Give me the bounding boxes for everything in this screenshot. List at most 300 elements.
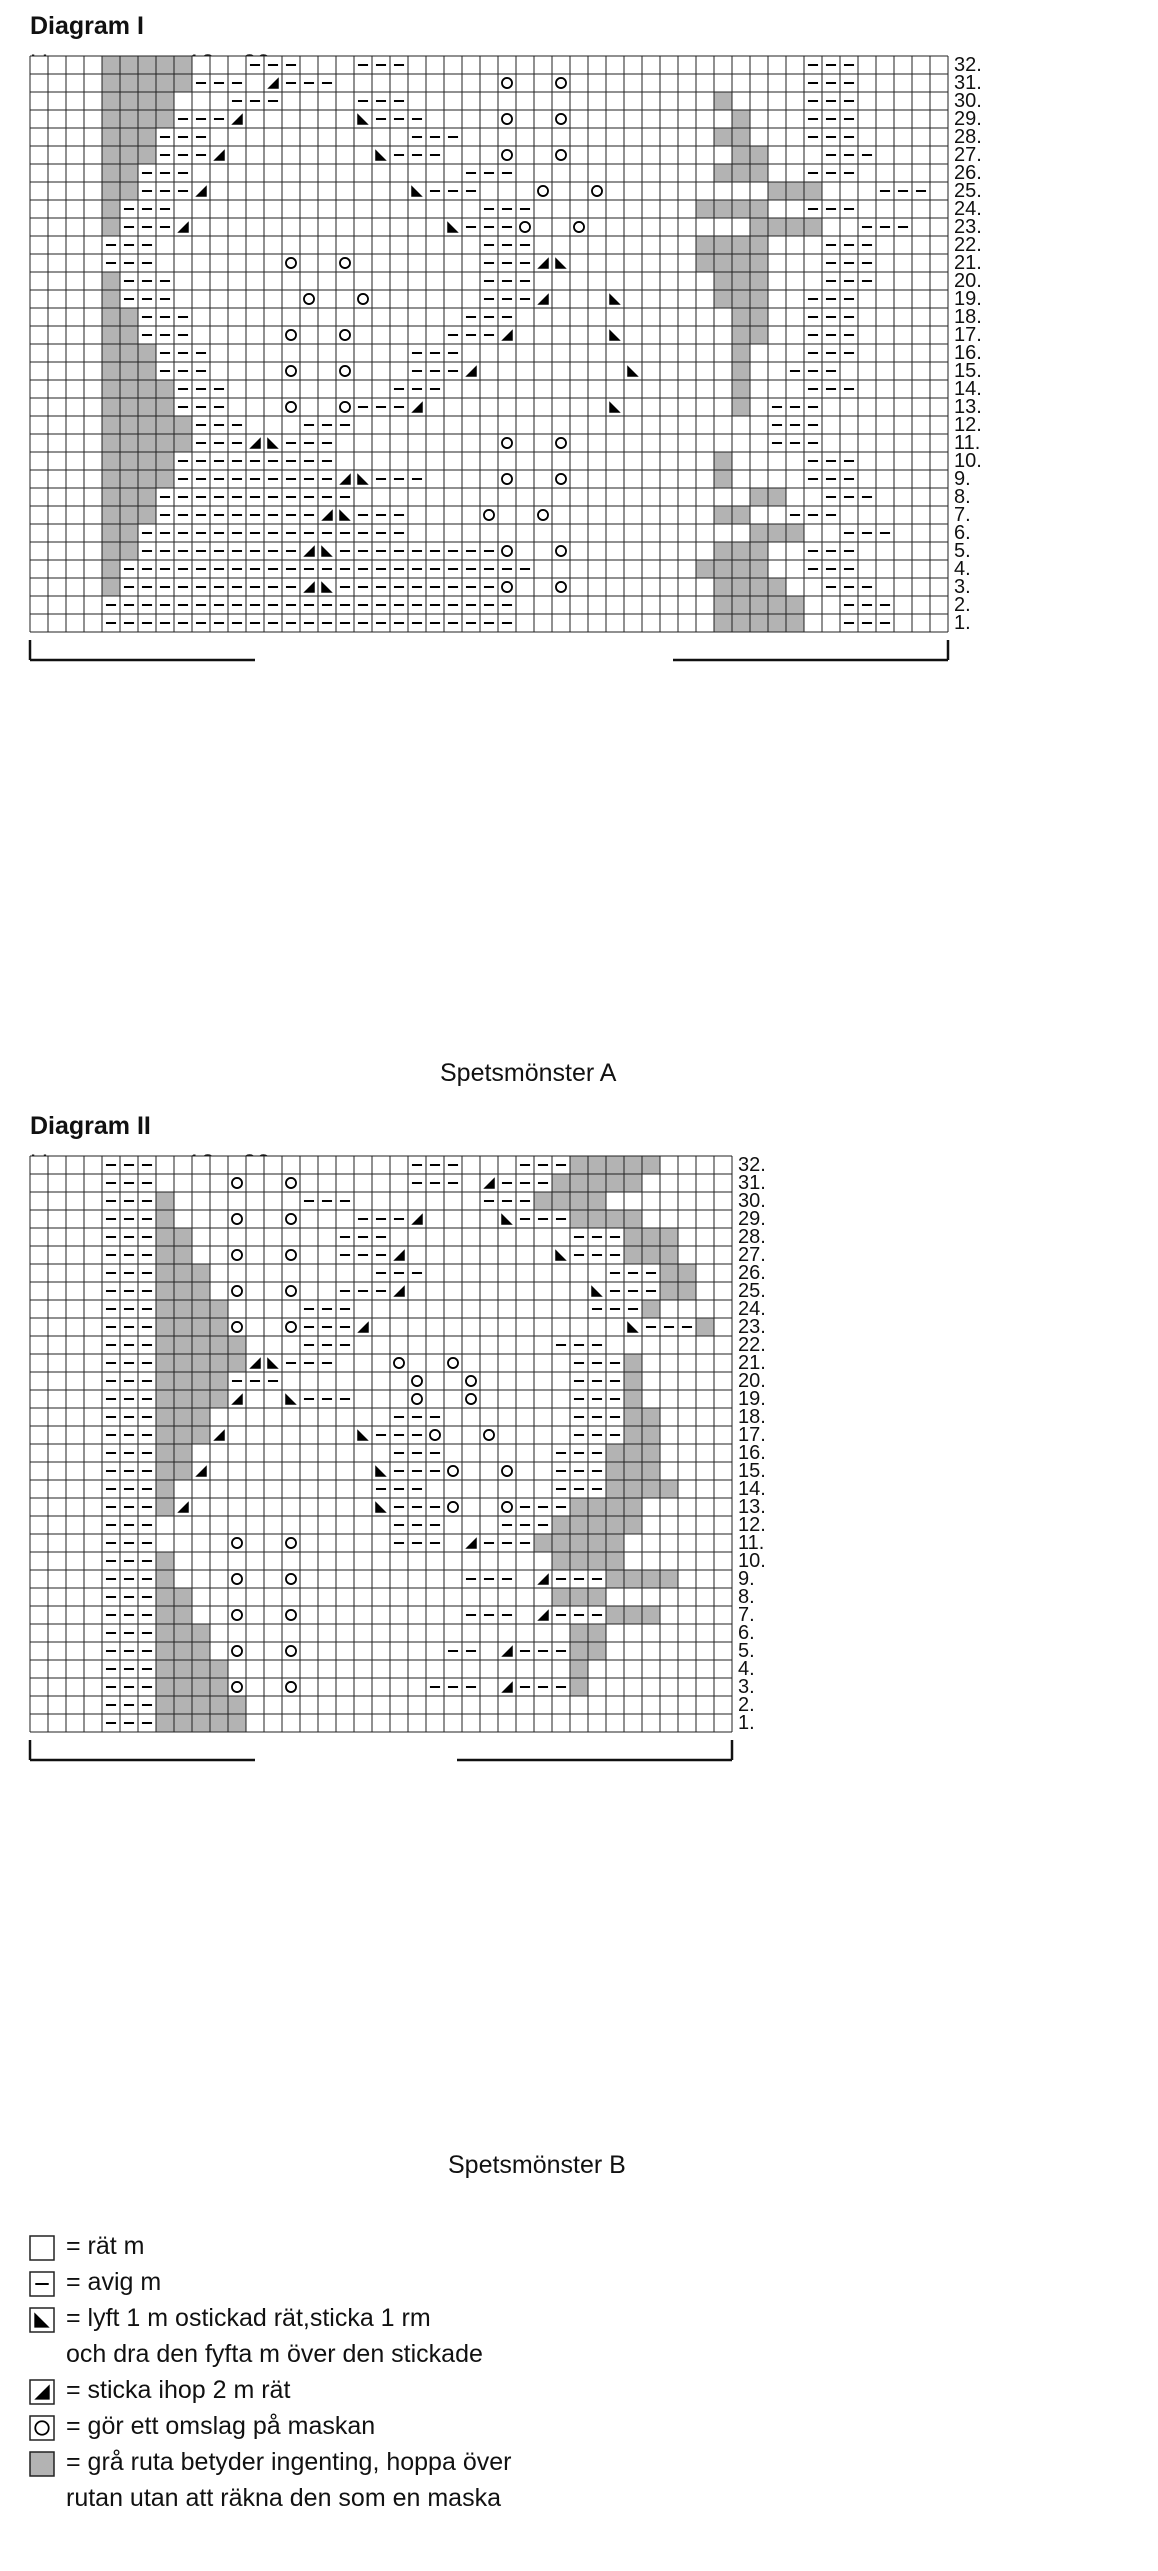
row-label: 10. <box>738 1549 766 1572</box>
grey-cell <box>732 398 750 416</box>
row-label: 24. <box>954 197 982 220</box>
grey-cell <box>156 1282 174 1300</box>
grey-cell <box>642 1462 660 1480</box>
grey-cell <box>750 272 768 290</box>
grey-cell <box>696 236 714 254</box>
grey-cell <box>732 380 750 398</box>
grey-cell <box>102 506 120 524</box>
grey-cell <box>138 434 156 452</box>
grey-cell <box>786 614 804 632</box>
grey-cell <box>138 110 156 128</box>
pattern-label-b: Spetsmönster B <box>448 2151 626 2179</box>
row-label: 22. <box>954 233 982 256</box>
grey-cell <box>732 254 750 272</box>
grey-cell <box>120 128 138 146</box>
legend-swatch-dash <box>30 2272 54 2296</box>
legend-text-grey: = grå ruta betyder ingenting, hoppa över <box>66 2448 512 2476</box>
row-label: 4. <box>954 557 971 580</box>
grey-cell <box>786 596 804 614</box>
grey-cell <box>192 1642 210 1660</box>
grey-cell <box>156 1588 174 1606</box>
grey-cell <box>210 1354 228 1372</box>
grey-cell <box>552 1588 570 1606</box>
grey-cell <box>732 200 750 218</box>
grey-cell <box>138 380 156 398</box>
row-label: 31. <box>954 71 982 94</box>
grey-cell <box>138 362 156 380</box>
grey-cell <box>588 1498 606 1516</box>
row-label: 14. <box>954 377 982 400</box>
grey-cell <box>156 1408 174 1426</box>
grey-cell <box>192 1696 210 1714</box>
row-label: 6. <box>738 1621 755 1644</box>
row-label: 32. <box>954 53 982 76</box>
row-label: 27. <box>738 1243 766 1266</box>
grey-cell <box>102 146 120 164</box>
row-label: 20. <box>954 269 982 292</box>
grey-cell <box>174 1408 192 1426</box>
grey-cell <box>210 1336 228 1354</box>
grey-cell <box>156 1552 174 1570</box>
grey-cell <box>120 74 138 92</box>
grey-cell <box>624 1354 642 1372</box>
grey-cell <box>552 1192 570 1210</box>
grey-cell <box>156 1228 174 1246</box>
grey-cell <box>156 1372 174 1390</box>
grey-cell <box>534 1192 552 1210</box>
legend-swatch-k2tog <box>30 2380 54 2404</box>
grey-cell <box>642 1156 660 1174</box>
row-label: 5. <box>954 539 971 562</box>
grey-cell <box>570 1192 588 1210</box>
grey-cell <box>570 1534 588 1552</box>
row-label: 29. <box>738 1207 766 1230</box>
grey-cell <box>102 128 120 146</box>
grey-cell <box>174 1678 192 1696</box>
grey-cell <box>174 1228 192 1246</box>
grey-cell <box>228 1354 246 1372</box>
grey-cell <box>732 596 750 614</box>
grey-cell <box>174 1606 192 1624</box>
grey-cell <box>156 1498 174 1516</box>
row-label: 28. <box>738 1225 766 1248</box>
grey-cell <box>624 1408 642 1426</box>
grey-cell <box>660 1480 678 1498</box>
grey-cell <box>606 1606 624 1624</box>
grey-cell <box>156 1714 174 1732</box>
row-label: 2. <box>954 593 971 616</box>
grey-cell <box>750 236 768 254</box>
row-label: 9. <box>954 467 971 490</box>
grey-cell <box>750 614 768 632</box>
row-label: 11. <box>954 431 981 454</box>
grey-cell <box>156 1354 174 1372</box>
grey-cell <box>174 1588 192 1606</box>
grey-cell <box>732 290 750 308</box>
grey-cell <box>768 578 786 596</box>
grey-cell <box>732 272 750 290</box>
row-label: 18. <box>738 1405 766 1428</box>
grey-cell <box>174 1696 192 1714</box>
diagram-1-chart <box>0 0 1158 1110</box>
grey-cell <box>102 488 120 506</box>
grey-cell <box>156 380 174 398</box>
legend-text-blank: = rät m <box>66 2232 145 2260</box>
row-label: 11. <box>738 1531 765 1554</box>
grey-cell <box>768 524 786 542</box>
grey-cell <box>120 164 138 182</box>
grey-cell <box>714 92 732 110</box>
grey-cell <box>120 92 138 110</box>
grey-cell <box>210 1696 228 1714</box>
grey-cell <box>678 1282 696 1300</box>
pattern-label-a: Spetsmönster A <box>440 1059 617 1087</box>
grey-cell <box>768 182 786 200</box>
grey-cell <box>714 506 732 524</box>
grey-cell <box>138 416 156 434</box>
legend <box>0 2230 1158 2560</box>
grey-cell <box>732 308 750 326</box>
legend-text-grey-2: rutan utan att räkna den som en maska <box>66 2484 501 2512</box>
grey-cell <box>660 1246 678 1264</box>
grey-cell <box>156 1246 174 1264</box>
grey-cell <box>156 110 174 128</box>
row-label: 3. <box>738 1675 755 1698</box>
row-label: 16. <box>738 1441 766 1464</box>
grey-cell <box>156 1318 174 1336</box>
grey-cell <box>102 92 120 110</box>
grey-cell <box>228 1336 246 1354</box>
grey-cell <box>192 1300 210 1318</box>
grey-cell <box>750 200 768 218</box>
row-label: 25. <box>738 1279 766 1302</box>
grey-cell <box>102 56 120 74</box>
row-label: 24. <box>738 1297 766 1320</box>
grey-cell <box>192 1282 210 1300</box>
grey-cell <box>102 362 120 380</box>
grey-cell <box>174 1660 192 1678</box>
grey-cell <box>624 1372 642 1390</box>
grey-cell <box>120 434 138 452</box>
grey-cell <box>156 398 174 416</box>
grey-cell <box>606 1552 624 1570</box>
grey-cell <box>732 128 750 146</box>
row-label: 20. <box>738 1369 766 1392</box>
grey-cell <box>642 1570 660 1588</box>
grey-cell <box>174 1462 192 1480</box>
row-label: 14. <box>738 1477 766 1500</box>
grey-cell <box>228 1714 246 1732</box>
grey-cell <box>210 1714 228 1732</box>
grey-cell <box>768 488 786 506</box>
grey-cell <box>174 56 192 74</box>
grey-cell <box>102 200 120 218</box>
row-label: 13. <box>738 1495 766 1518</box>
grey-cell <box>570 1174 588 1192</box>
row-label: 3. <box>954 575 971 598</box>
grey-cell <box>588 1552 606 1570</box>
row-label: 13. <box>954 395 982 418</box>
grey-cell <box>192 1372 210 1390</box>
grey-cell <box>156 1606 174 1624</box>
grey-cell <box>102 560 120 578</box>
grey-cell <box>174 1426 192 1444</box>
grey-cell <box>624 1606 642 1624</box>
grey-cell <box>570 1642 588 1660</box>
grey-cell <box>120 308 138 326</box>
row-label: 17. <box>954 323 982 346</box>
grey-cell <box>642 1228 660 1246</box>
grey-cell <box>174 1264 192 1282</box>
row-label: 21. <box>954 251 982 274</box>
grey-cell <box>732 506 750 524</box>
row-label: 1. <box>954 611 971 634</box>
grey-cell <box>570 1678 588 1696</box>
grey-cell <box>588 1156 606 1174</box>
grey-cell <box>624 1480 642 1498</box>
row-label: 21. <box>738 1351 766 1374</box>
grey-cell <box>156 56 174 74</box>
grey-cell <box>156 1570 174 1588</box>
grey-cell <box>768 614 786 632</box>
grey-cell <box>714 254 732 272</box>
grey-cell <box>696 254 714 272</box>
grey-cell <box>138 488 156 506</box>
grey-cell <box>174 434 192 452</box>
grey-cell <box>750 524 768 542</box>
row-label: 8. <box>738 1585 755 1608</box>
legend-swatch-grey <box>30 2452 54 2476</box>
row-label: 16. <box>954 341 982 364</box>
grey-cell <box>156 1192 174 1210</box>
row-label: 28. <box>954 125 982 148</box>
row-label: 12. <box>954 413 982 436</box>
grey-cell <box>156 92 174 110</box>
grey-cell <box>102 452 120 470</box>
grey-cell <box>192 1354 210 1372</box>
grey-cell <box>750 488 768 506</box>
grey-cell <box>732 326 750 344</box>
diagram-1-title: Diagram I <box>30 12 144 40</box>
pattern-bracket <box>30 640 948 660</box>
grey-cell <box>714 560 732 578</box>
grey-cell <box>138 470 156 488</box>
grey-cell <box>714 290 732 308</box>
grey-cell <box>732 578 750 596</box>
grey-cell <box>750 254 768 272</box>
row-label: 17. <box>738 1423 766 1446</box>
grey-cell <box>750 218 768 236</box>
grey-cell <box>624 1516 642 1534</box>
grey-cell <box>210 1318 228 1336</box>
grey-cell <box>102 542 120 560</box>
grey-cell <box>588 1624 606 1642</box>
grey-cell <box>570 1498 588 1516</box>
grey-cell <box>786 182 804 200</box>
grey-cell <box>156 416 174 434</box>
grey-cell <box>138 344 156 362</box>
grey-cell <box>120 416 138 434</box>
grey-cell <box>156 1480 174 1498</box>
grey-cell <box>552 1534 570 1552</box>
row-label: 4. <box>738 1657 755 1680</box>
grey-cell <box>750 578 768 596</box>
grey-cell <box>606 1174 624 1192</box>
row-label: 8. <box>954 485 971 508</box>
grey-cell <box>732 542 750 560</box>
grey-cell <box>156 1660 174 1678</box>
grey-cell <box>660 1282 678 1300</box>
row-label: 15. <box>954 359 982 382</box>
grey-cell <box>606 1570 624 1588</box>
grey-cell <box>102 218 120 236</box>
grey-cell <box>174 416 192 434</box>
grey-cell <box>102 578 120 596</box>
grey-cell <box>768 218 786 236</box>
row-label: 26. <box>738 1261 766 1284</box>
row-label: 29. <box>954 107 982 130</box>
grey-cell <box>120 506 138 524</box>
grey-cell <box>552 1174 570 1192</box>
grey-cell <box>588 1588 606 1606</box>
grey-cell <box>102 182 120 200</box>
grey-cell <box>786 218 804 236</box>
grey-cell <box>570 1660 588 1678</box>
grey-cell <box>192 1408 210 1426</box>
grey-cell <box>174 1282 192 1300</box>
row-label: 15. <box>738 1459 766 1482</box>
grey-cell <box>750 560 768 578</box>
legend-swatch-yo <box>30 2416 54 2440</box>
grey-cell <box>570 1624 588 1642</box>
grey-cell <box>120 146 138 164</box>
grey-cell <box>156 470 174 488</box>
grey-cell <box>624 1498 642 1516</box>
grey-cell <box>732 236 750 254</box>
grey-cell <box>714 578 732 596</box>
grey-cell <box>174 1318 192 1336</box>
grey-cell <box>156 1696 174 1714</box>
grey-cell <box>174 1354 192 1372</box>
grey-cell <box>804 218 822 236</box>
grey-cell <box>660 1228 678 1246</box>
grey-cell <box>750 146 768 164</box>
grey-cell <box>156 1678 174 1696</box>
grey-cell <box>174 1444 192 1462</box>
grey-cell <box>588 1534 606 1552</box>
grey-cell <box>102 74 120 92</box>
row-label: 30. <box>738 1189 766 1212</box>
grey-cell <box>102 380 120 398</box>
grey-cell <box>120 470 138 488</box>
grey-cell <box>714 164 732 182</box>
grey-cell <box>606 1210 624 1228</box>
diagram-2-title: Diagram II <box>30 1112 151 1140</box>
grey-cell <box>624 1444 642 1462</box>
row-label: 22. <box>738 1333 766 1356</box>
grey-cell <box>570 1552 588 1570</box>
grey-cell <box>138 128 156 146</box>
grey-cell <box>750 596 768 614</box>
grey-cell <box>102 326 120 344</box>
grey-cell <box>156 1210 174 1228</box>
grey-cell <box>102 164 120 182</box>
grey-cell <box>192 1264 210 1282</box>
row-label: 32. <box>738 1153 766 1176</box>
grey-cell <box>624 1462 642 1480</box>
grey-cell <box>156 1642 174 1660</box>
grey-cell <box>660 1570 678 1588</box>
grey-cell <box>120 110 138 128</box>
grey-cell <box>570 1516 588 1534</box>
grey-cell <box>732 614 750 632</box>
grey-cell <box>192 1678 210 1696</box>
row-label: 19. <box>954 287 982 310</box>
legend-text-skp: = lyft 1 m ostickad rät,sticka 1 rm <box>66 2304 431 2332</box>
grey-cell <box>120 326 138 344</box>
row-label: 10. <box>954 449 982 472</box>
grey-cell <box>768 596 786 614</box>
grey-cell <box>588 1642 606 1660</box>
grey-cell <box>156 1426 174 1444</box>
grey-cell <box>642 1444 660 1462</box>
grey-cell <box>570 1588 588 1606</box>
grey-cell <box>120 524 138 542</box>
row-label: 1. <box>738 1711 755 1734</box>
row-label: 7. <box>738 1603 755 1626</box>
grey-cell <box>156 1624 174 1642</box>
grey-cell <box>714 596 732 614</box>
grey-cell <box>714 470 732 488</box>
grey-cell <box>120 344 138 362</box>
grey-cell <box>714 200 732 218</box>
grey-cell <box>714 542 732 560</box>
grey-cell <box>138 452 156 470</box>
grey-cell <box>192 1318 210 1336</box>
legend-text-k2tog: = sticka ihop 2 m rät <box>66 2376 291 2404</box>
grey-cell <box>624 1426 642 1444</box>
grey-cell <box>642 1246 660 1264</box>
legend-text-yo: = gör ett omslag på maskan <box>66 2412 376 2440</box>
grey-cell <box>102 344 120 362</box>
grey-cell <box>228 1696 246 1714</box>
grey-cell <box>156 1444 174 1462</box>
row-label: 2. <box>738 1693 755 1716</box>
grey-cell <box>534 1534 552 1552</box>
grey-cell <box>660 1264 678 1282</box>
grey-cell <box>192 1390 210 1408</box>
grey-cell <box>552 1552 570 1570</box>
grey-cell <box>120 182 138 200</box>
pattern-bracket <box>30 1740 732 1760</box>
grey-cell <box>120 398 138 416</box>
grey-cell <box>174 1714 192 1732</box>
grey-cell <box>210 1300 228 1318</box>
grey-cell <box>606 1462 624 1480</box>
grey-cell <box>174 1246 192 1264</box>
row-label: 27. <box>954 143 982 166</box>
grey-cell <box>624 1174 642 1192</box>
grey-cell <box>624 1570 642 1588</box>
row-label: 5. <box>738 1639 755 1662</box>
grey-cell <box>120 362 138 380</box>
grey-cell <box>120 56 138 74</box>
row-label: 7. <box>954 503 971 526</box>
grey-cell <box>174 1642 192 1660</box>
row-label: 26. <box>954 161 982 184</box>
grey-cell <box>750 164 768 182</box>
grey-cell <box>552 1516 570 1534</box>
